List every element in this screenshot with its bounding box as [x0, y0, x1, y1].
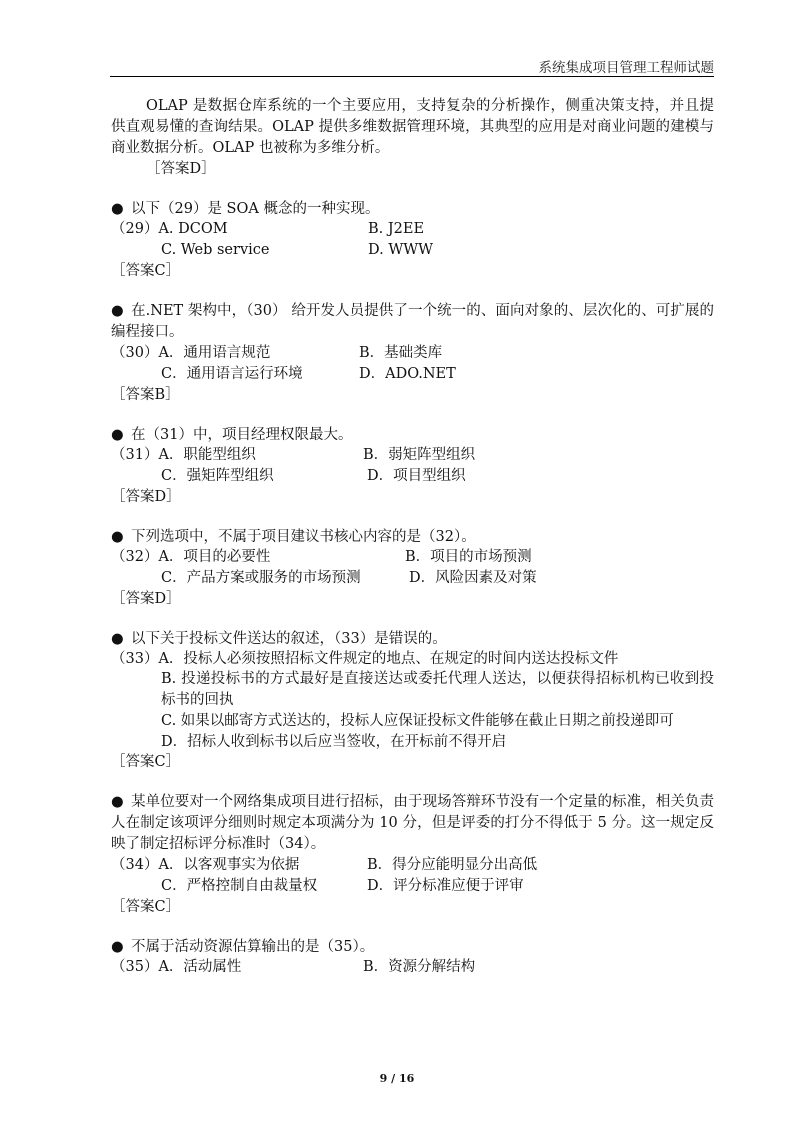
- question-stem: 在.NET 架构中，（30） 给开发人员提供了一个统一的、面向对象的、层次化的、可扩展的编程接口。: [111, 303, 714, 340]
- options-row: [111, 343, 714, 364]
- question-stem: 不属于活动资源估算输出的是（35）。: [131, 939, 375, 955]
- option-a: （30）A．通用语言规范: [111, 345, 271, 361]
- option-a: （33）A．投标人必须按照招标文件规定的地点、在规定的时间内送达投标文件: [111, 651, 619, 667]
- option-a: （34）A．以客观事实为依据: [111, 857, 300, 873]
- bullet-icon: ●: [111, 529, 124, 545]
- options-row: [111, 240, 714, 261]
- options-row: [111, 445, 714, 466]
- option-d: D. WWW: [368, 242, 434, 258]
- page-number: 9 / 16: [379, 1072, 415, 1085]
- question-stem: 以下（29）是 SOA 概念的一种实现。: [131, 201, 380, 217]
- options-row: [111, 568, 714, 589]
- option-a: （29）A. DCOM: [111, 221, 228, 237]
- option-b: B．弱矩阵型组织: [363, 447, 476, 463]
- option-a: （31）A．职能型组织: [111, 447, 256, 463]
- option-b: B．基础类库: [359, 345, 443, 361]
- option-b: B．项目的市场预测: [405, 549, 532, 565]
- bullet-icon: ●: [111, 303, 124, 319]
- bullet-icon: ●: [111, 201, 124, 217]
- olap-paragraph: OLAP 是数据仓库系统的一个主要应用，支持复杂的分析操作，侧重决策支持，并且提供直观易懂的查询结果。OLAP 提供多维数据管理环境，其典型的应用是对商业问题的建模与商业数据分析。OLAP 也被称为多维分析。: [111, 98, 714, 156]
- answer: ［答案C］: [111, 899, 181, 915]
- option-c: C. 如果以邮寄方式送达的，投标人应保证投标文件能够在截止日期之前投递即可: [161, 713, 674, 729]
- question-33: [111, 629, 714, 649]
- answer: ［答案D］: [111, 591, 181, 607]
- options-row: [111, 957, 714, 978]
- answer: ［答案C］: [111, 263, 181, 279]
- option-b: B．资源分解结构: [363, 959, 476, 975]
- option-c: C．产品方案或服务的市场预测: [161, 570, 361, 586]
- question-stem: 某单位要对一个网络集成项目进行招标，由于现场答辩环节没有一个定量的标准，相关负责人在制定该项评分细则时规定本项满分为 10 分，但是评委的打分不得低于 5 分。这一规定反映了制定招标评分标准时（34）。: [111, 794, 714, 852]
- options-row: [111, 855, 714, 876]
- option-d: D．招标人收到标书以后应当签收，在开标前不得开启: [161, 734, 507, 750]
- question-31: [111, 425, 714, 445]
- page-header-title: 系统集成项目管理工程师试题: [538, 60, 714, 76]
- question-stem: 以下关于投标文件送达的叙述，（33）是错误的。: [131, 631, 447, 647]
- answer: ［答案C］: [111, 754, 181, 770]
- option-a: （35）A．活动属性: [111, 959, 242, 975]
- options-row: [111, 219, 714, 240]
- question-29: [111, 199, 714, 219]
- answer: ［答案B］: [111, 387, 180, 403]
- option-d: D．ADO.NET: [359, 366, 456, 382]
- page-content: [111, 96, 714, 978]
- option-b: B. 投递投标书的方式最好是直接送达或委托代理人送达，以便获得招标机构已收到投标书的回执: [161, 671, 714, 708]
- options-row: [111, 466, 714, 487]
- header-divider: [110, 76, 714, 77]
- olap-answer: ［答案D］: [146, 161, 216, 177]
- options-row: [111, 876, 714, 897]
- options-row: [111, 547, 714, 568]
- answer: ［答案D］: [111, 489, 181, 505]
- bullet-icon: ●: [111, 427, 124, 443]
- option-d: D．风险因素及对策: [409, 570, 537, 586]
- question-35: [111, 937, 714, 957]
- option-a: （32）A．项目的必要性: [111, 549, 271, 565]
- option-c: C．通用语言运行环境: [161, 366, 303, 382]
- options-row: [111, 364, 714, 385]
- option-d: D．评分标准应便于评审: [367, 878, 524, 894]
- option-c: C. Web service: [161, 242, 270, 258]
- question-32: [111, 527, 714, 547]
- option-b: B．得分应能明显分出高低: [367, 857, 538, 873]
- bullet-icon: ●: [111, 939, 124, 955]
- question-34: [111, 792, 714, 855]
- option-c: C．严格控制自由裁量权: [161, 878, 318, 894]
- bullet-icon: ●: [111, 631, 124, 647]
- option-c: C．强矩阵型组织: [161, 468, 274, 484]
- bullet-icon: ●: [111, 794, 124, 810]
- option-d: D．项目型组织: [367, 468, 466, 484]
- question-stem: 下列选项中，不属于项目建议书核心内容的是（32）。: [131, 529, 476, 545]
- question-30: [111, 301, 714, 343]
- option-b: B. J2EE: [368, 221, 425, 237]
- question-stem: 在（31）中，项目经理权限最大。: [131, 427, 353, 443]
